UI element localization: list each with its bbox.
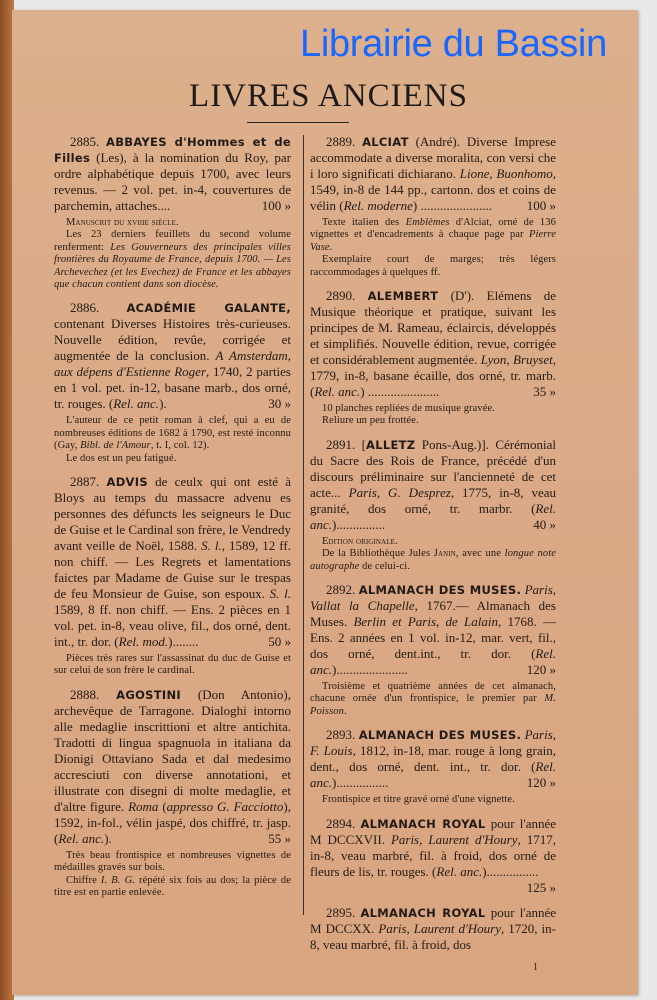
entry-text: ). <box>159 396 167 412</box>
entry-text: , 1767.— Almanach des Muses. <box>310 598 556 630</box>
note-text: , avec une <box>455 548 505 560</box>
note-text: Pierre Vase <box>310 229 556 253</box>
entry-note <box>310 794 556 806</box>
catalog-entry <box>310 134 556 279</box>
note-text: Janin <box>433 548 456 560</box>
entry-note <box>310 536 556 548</box>
entry-text: )...................... <box>332 662 408 678</box>
entry-text: (Les), à la nomination du Roy, par ordre alphabétique depuis 1700, avec leurs revenus. — 2 vol. pet. in-4, couvertures de parchemin, attaches.... <box>54 150 291 213</box>
entry-note <box>310 548 556 573</box>
note-text: I. B. G. <box>100 874 135 886</box>
entry-number: 2892. <box>326 582 356 598</box>
note-text: Les 23 derniers feuillets du second volume renferment: <box>54 229 291 253</box>
entry-text: Rel. anc. <box>310 646 556 678</box>
entry-title: ALMANACH DES MUSES. <box>358 583 522 598</box>
catalog-entry <box>54 474 291 678</box>
note-text: de celui-ci. <box>359 560 410 572</box>
entry-number: 2894. <box>326 815 356 831</box>
entry-price: 100 » <box>526 198 556 213</box>
entry-text: S. l. <box>269 586 291 602</box>
note-text: De la Bibliothèque Jules <box>322 548 434 560</box>
entry-description <box>310 582 556 678</box>
entry-text: Rel. anc. <box>58 830 105 846</box>
note-text: M. Poisson <box>310 693 556 717</box>
watermark: Librairie du Bassin <box>300 23 607 65</box>
entry-text: Pons-Aug.)]. Cérémonial du Sacre des Rois de France, précédé d'un discours préliminaire sur l'ancienneté de cet acte... <box>310 436 557 500</box>
entry-number: 2888. <box>70 686 100 702</box>
entry-text: (D'). Elémens de Musique théorique et pratique, suivant les principes de M. Rameau, éclaircis, développés et simplifiés. Nouvelle édition, revue, corrigée et considérablement augmentée. <box>310 288 556 368</box>
entry-text: Rel. anc. <box>314 384 361 400</box>
entry-number: 2893. <box>326 727 356 743</box>
entry-text: Roma <box>128 798 159 814</box>
entry-text: Rel. anc. <box>436 863 483 879</box>
entry-text: ) ...................... <box>360 384 440 400</box>
entry-title: ALMANACH DES MUSES. <box>358 728 522 743</box>
note-text: . <box>329 241 333 253</box>
catalog-entry <box>310 582 556 718</box>
note-text: L'auteur de ce petit roman à clef, qui a eu de nombreuses éditions de 1682 à 1790, est resté inconnu (Gay, <box>54 415 291 452</box>
entry-description <box>54 134 291 214</box>
entry-text: Lione, Buonhomo <box>459 166 553 181</box>
entry-number: 2886. <box>70 300 100 316</box>
entry-text: Rel. anc. <box>310 759 556 791</box>
catalog-entry <box>310 905 556 953</box>
entry-text: )................ <box>482 863 539 879</box>
entry-text: , 1740, 2 parties en 1 vol. pet. in-12, basane marb., dos orné, tr. rouges. ( <box>54 364 291 412</box>
note-text: Frontispice et titre gravé orné d'une vignette. <box>322 794 515 806</box>
entry-text: , 1589, 12 ff. non chiff. — Les Regrets et lamentations faictes par Madame de Guise sur le trespas de feu Monsieur de Guise, son espoux. <box>54 538 291 602</box>
catalog-entry <box>310 816 556 896</box>
entry-description <box>54 300 291 412</box>
entry-text: ( <box>158 798 167 814</box>
entry-text: Paris, G. Desprez <box>348 484 451 500</box>
note-text: . <box>343 705 347 717</box>
entry-text: Rel. anc. <box>310 500 556 532</box>
entry-title: AGOSTINI <box>116 687 181 702</box>
entry-note <box>310 681 556 718</box>
catalog-entry <box>54 134 291 291</box>
entry-note <box>54 850 291 875</box>
entry-text: , 1717, in-8, veau marbré, fil. à froid, dos orné de fleurs de lis, tr. rouges. ( <box>310 831 556 879</box>
note-text: Emblèmes <box>405 217 450 228</box>
note-text: Chiffre <box>66 874 101 886</box>
entry-text: ) ...................... <box>412 198 492 213</box>
entry-text: pour l'année M DCCXX. <box>310 904 557 936</box>
entry-text: ). <box>104 830 112 846</box>
entry-title: ALEMBERT <box>367 289 439 304</box>
entry-text: Paris, F. Louis <box>310 727 557 759</box>
entry-text: A Amsterdam, aux dépens d'Estienne Roger <box>54 348 291 380</box>
entry-price: 30 » <box>268 396 291 412</box>
entry-number: 2887. <box>70 474 100 490</box>
entry-note <box>54 875 291 900</box>
entry-description <box>310 134 556 214</box>
entry-note <box>54 415 291 452</box>
entry-text: )................ <box>332 775 389 791</box>
entry-note <box>310 415 556 427</box>
note-text: 10 planches repliées de musique gravée. <box>322 403 496 415</box>
entry-text: Paris, Laurent d'Houry <box>390 831 518 847</box>
entry-text: , 1812, in-18, mar. rouge à long grain, dent., dos orné, dent. int., tr. dor. ( <box>310 743 556 775</box>
entry-number: 2891. <box>326 436 356 452</box>
entry-price: 125 » <box>526 879 556 895</box>
entry-text: pour l'année M DCCXVII. <box>310 815 557 847</box>
entry-text: )........ <box>168 634 199 650</box>
entry-text: ), 1592, in-fol., vélin jaspé, dos chiffré, tr. jasp. ( <box>54 798 291 846</box>
entry-text: Rel. moderne <box>343 198 413 213</box>
note-text: Troisième et quatrième années de cet almanach, chacune ornée d'un frontispice, le premier par <box>310 681 556 705</box>
entry-number: 2895. <box>326 904 356 920</box>
entry-text: , 1720, in-8, veau marbré, fil. à froid, dos <box>310 920 556 952</box>
entry-text: Paris, Laurent d'Houry <box>378 920 502 936</box>
entry-price: 40 » <box>533 516 556 532</box>
note-text: Texte italien des <box>322 217 406 228</box>
entry-note <box>54 217 291 229</box>
page-title: LIVRES ANCIENS <box>189 78 468 114</box>
note-text: répété six fois au dos; la pièce de titre est en partie enlevée. <box>54 874 291 899</box>
entry-price: 35 » <box>533 384 556 400</box>
entry-title: ALMANACH ROYAL <box>360 905 486 920</box>
entry-title: ALLETZ <box>366 437 416 452</box>
note-text: Bibl. de l'Amour <box>80 440 151 452</box>
entry-price: 50 » <box>268 634 291 650</box>
entry-description <box>310 815 557 895</box>
entry-price: 55 » <box>268 830 291 846</box>
entry-title: ALCIAT <box>362 135 409 149</box>
entry-text: Rel. mod. <box>118 634 169 650</box>
signature-mark: 1 <box>533 961 538 973</box>
note-text: Reliure un peu frottée. <box>322 415 419 427</box>
entry-title: ACADÉMIE GALANTE, <box>126 301 291 316</box>
catalog-entry <box>54 300 291 465</box>
left-column <box>54 134 291 900</box>
note-text: , t. I, col. 12). <box>150 440 210 452</box>
entry-description <box>310 437 556 533</box>
note-text: Edition originale. <box>322 535 398 547</box>
entry-description <box>310 727 556 791</box>
note-text: Très beau frontispice et nombreuses vignettes de médailles gravés sur bois. <box>54 849 291 874</box>
entry-price: 120 » <box>526 662 556 678</box>
entry-number: 2890. <box>326 288 356 304</box>
note-text: d'Alciat, orné de 136 vignettes et d'encadrements à chaque page par <box>310 217 556 241</box>
entry-description <box>54 474 291 650</box>
entry-note <box>54 653 291 678</box>
entry-text: 1589, 8 ff. non chiff. — Ens. 2 pièces en 1 vol. pet. in-8, veau olive, fil., dos orné, dent. int., tr. dor. ( <box>54 602 291 650</box>
entry-description <box>310 288 556 400</box>
catalog-entry <box>310 727 556 806</box>
entry-text: Lyon, Bruyset <box>480 352 553 368</box>
catalog-entry <box>54 687 291 900</box>
entry-text: Rel. anc. <box>113 396 160 412</box>
entry-text: , 1768. — Ens. 2 années en 1 vol. in-12, mar. vert, fil., dos orné, dent.int., tr. dor. ( <box>310 614 556 662</box>
entry-price: 120 » <box>526 775 556 791</box>
entry-text: contenant Diverses Histoires très-curieuses. Nouvelle édition, revûe, corrigée et augmentée de la conclusion. <box>54 316 291 364</box>
entry-number: 2885. <box>70 134 100 149</box>
note-text: longue note autographe <box>310 548 556 572</box>
note-text: Exemplaire court de marges; très légers raccommodages à quelques ff. <box>310 254 556 278</box>
entry-note <box>54 229 291 291</box>
entry-text: appresso G. Facciotto <box>166 798 284 814</box>
entry-text: , 1549, in-8 de 144 pp., cartonn. dos et coins de vélin ( <box>310 166 556 213</box>
entry-text: )............... <box>332 516 386 532</box>
entry-text: (André). Diverse Imprese accommodate a diverse moralita, con versi che i loro significati dichiarano. <box>310 134 556 181</box>
entry-note <box>310 217 556 254</box>
entry-title: ALMANACH ROYAL <box>360 816 486 831</box>
note-text: Les Gouverneurs des principales villes frontières du Royaume de France, depuis 1700. — Les Archevechez (et les Evechez) de France et les abbayes que chacun contient dans son diocèse. <box>54 241 291 291</box>
column-divider <box>303 135 304 915</box>
entry-text: Berlin et Paris, de Lalain <box>353 614 498 630</box>
entry-price: 100 » <box>261 198 291 213</box>
entry-description <box>54 687 291 847</box>
entry-text: de ceulx qui ont esté à Bloys au temps du massacre advenu es personnes des défuncts les seigneurs le Duc de Guise et le Cardinal son frère, le Vendredy avant veille de Noël, 1588. <box>54 474 291 554</box>
entry-text: [ <box>361 436 366 452</box>
entry-note <box>54 453 291 465</box>
entry-text: S. l. <box>201 538 222 554</box>
entry-text: , 1775, in-8, veau granité, dos orné, tr. marbr. ( <box>310 484 556 516</box>
catalog-entry <box>310 437 556 573</box>
catalog-entry <box>310 288 556 428</box>
right-column <box>310 134 556 974</box>
entry-title: ADVIS <box>106 475 148 490</box>
note-text: Le dos est un peu fatigué. <box>66 452 177 464</box>
entry-title: ABBAYES d'Hommes et de Filles <box>54 135 291 165</box>
entry-note <box>310 403 556 415</box>
entry-number: 2889. <box>326 134 356 149</box>
entry-text: , 1779, in-8, basane écaille, dos orné, tr. marb. ( <box>310 352 556 400</box>
entry-text: (Don Antonio), archevêque de Tarragone. Dialoghi intorno alle medaglie inscrittioni et altre antichita. Tradotti di lingua spagnuola in italiana da Dionigi Ottaviano Sada et dal medesimo accresciuti con diverse annotationi, et illustrate con disegni di molte medaglie, et d'altre figure. <box>54 686 291 814</box>
entry-text: Paris, Vallat la Chapelle <box>310 582 557 614</box>
note-text: Manuscrit du xviiie siècle. <box>66 217 179 228</box>
title-underline <box>247 122 349 123</box>
entry-note <box>310 254 556 279</box>
note-text: Pièces très rares sur l'assassinat du duc de Guise et sur celui de son frère le cardinal. <box>54 653 291 677</box>
entry-description <box>310 905 556 953</box>
